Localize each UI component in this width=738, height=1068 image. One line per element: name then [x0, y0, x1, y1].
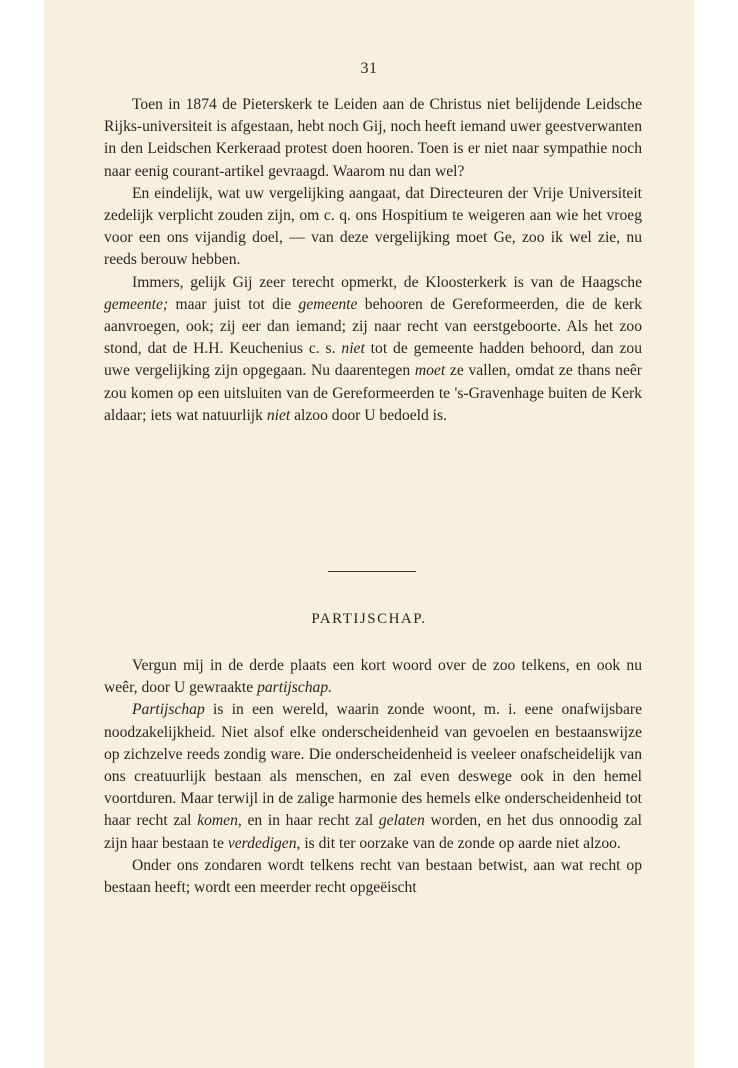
emphasis: moet — [414, 362, 446, 380]
paragraph — [104, 655, 642, 699]
paragraph — [104, 183, 642, 272]
body-text-top — [104, 94, 642, 427]
emphasis: niet — [341, 340, 365, 358]
book-page — [44, 0, 694, 1068]
text-run: worden, en het dus onnoodig zal zijn haar bestaan te — [104, 812, 643, 852]
text-run: Toen in 1874 de Pieterskerk te Leiden aan de Christus niet belijdende Leidsche Rijks-universiteit is afgestaan, hebt noch Gij, noch heeft iemand uwer geestverwanten in den Leidschen Kerkeraad protest doen hooren. Toen is er niet naar sympathie noch naar eenig courant-artikel gevraagd. Waarom nu dan wel? — [104, 96, 642, 180]
page-number: 31 — [360, 60, 378, 77]
text-run: alzoo door U bedoeld is. — [290, 406, 447, 424]
text-run: , en in haar recht zal — [237, 812, 379, 830]
paragraph — [104, 699, 642, 854]
text-run: ze vallen, omdat ze thans neêr zou komen op een uitsluiten van de Gereformeerden te 's-Gravenhage buiten de Kerk aldaar; iets wat natuurlijk — [104, 362, 642, 424]
paragraph — [104, 855, 642, 899]
paragraph — [104, 272, 642, 427]
emphasis: komen — [197, 812, 238, 830]
text-run: En eindelijk, wat uw vergelijking aangaat, dat Directeuren der Vrije Universiteit zedelijk verplicht zouden zijn, om c. q. ons Hospitium te weigeren aan wie het vroeg voor een ons vijandig doel, — van deze vergelijking moet Ge, zoo ik wel zie, nu reeds berouw hebben. — [104, 184, 642, 269]
emphasis: verdedigen — [227, 834, 297, 852]
text-run: behooren de Gereformeerden, die de kerk aanvroegen, ook; zij eer dan iemand; zij naar recht van eerstgeboorte. Als het zoo stond, dat de H.H. Keuchenius c. s. — [104, 295, 642, 358]
emphasis: niet — [266, 406, 291, 424]
text-run: Immers, gelijk Gij zeer terecht opmerkt, de Kloosterkerk is van de Haagsche — [132, 273, 642, 291]
emphasis: gelaten — [378, 812, 425, 830]
text-run: tot de gemeente hadden behoord, dan zou uwe vergelijking zijn opgegaan. Nu daarentegen — [104, 340, 642, 380]
text-run: Onder ons zondaren wordt telkens recht van bestaan betwist, aan wat recht op bestaan heeft; wordt een meerder recht opgeëischt — [104, 856, 642, 897]
emphasis: partijschap. — [257, 679, 333, 697]
text-run: is in een wereld, waarin zonde woont, m. i. eene onafwijsbare noodzakelijkheid. Niet alsof elke onderscheidenheid van gevoelen en bestaanswijze op zichzelve reeds zondig ware. Die onderscheidenheid is veeleer onafscheidelijk van ons creatuurlijk bestaan als menschen, en zal even deswege ook in den hemel voortduren. Maar terwijl in de zalige harmonie des hemels elke onderscheidenheid tot haar recht zal — [104, 701, 642, 830]
emphasis: Partijschap — [132, 701, 205, 719]
text-run: , is dit ter oorzake van de zonde op aarde niet alzoo. — [296, 834, 621, 852]
section-divider — [328, 571, 416, 572]
text-run: maar juist tot die — [168, 295, 299, 313]
section-heading: PARTIJSCHAP. — [311, 611, 427, 627]
text-run: Vergun mij in de derde plaats een kort woord over de zoo telkens, en ook nu weêr, door U gewraakte — [104, 657, 642, 697]
paragraph — [104, 94, 642, 183]
emphasis: gemeente; — [104, 295, 169, 313]
emphasis: gemeente — [298, 295, 358, 313]
body-text-bottom — [104, 655, 642, 899]
